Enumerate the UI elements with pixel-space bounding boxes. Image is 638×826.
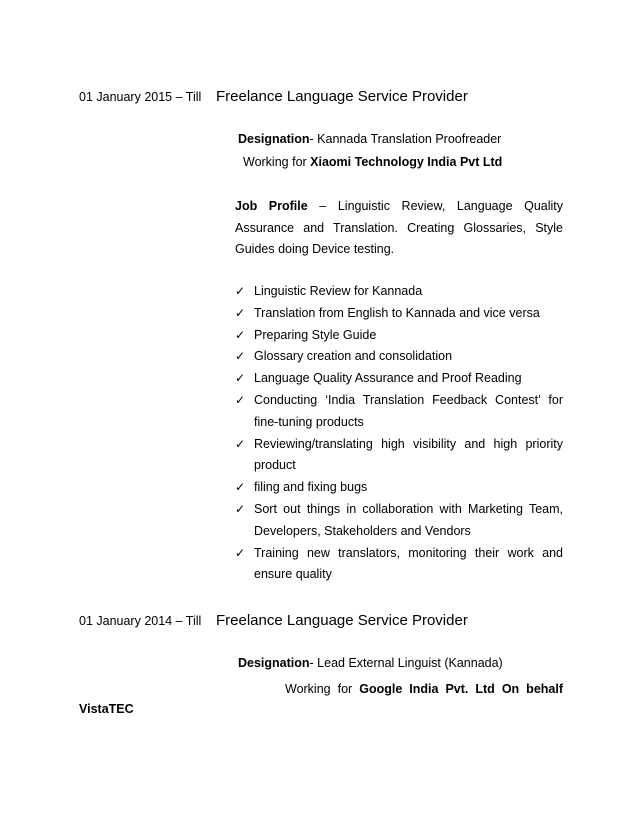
entry-2-date: 01 January 2014 – Till	[79, 614, 202, 628]
job-profile-line-2: Assurance and Translation. Creating Glossaries, Style	[235, 220, 563, 235]
list-item: ✓ Preparing Style Guide	[235, 325, 563, 347]
company-name-continued: VistaTEC	[79, 702, 134, 716]
checkmark-icon: ✓	[235, 392, 246, 407]
checkmark-icon: ✓	[235, 501, 246, 516]
list-item: ✓ Linguistic Review for Kannada	[235, 281, 563, 303]
entry-1-role: Freelance Language Service Provider	[216, 88, 468, 105]
company-name: Xiaomi Technology India Pvt Ltd	[310, 155, 503, 169]
list-item: ✓ Reviewing/translating high visibility and high priority product	[235, 434, 563, 478]
checkmark-icon: ✓	[235, 327, 246, 342]
job-profile	[235, 196, 563, 261]
checkmark-icon: ✓	[235, 436, 246, 451]
entry-1-designation	[238, 132, 501, 146]
designation-label: Designation	[238, 132, 310, 146]
checkmark-icon: ✓	[235, 349, 246, 364]
designation-value: - Lead External Linguist (Kannada)	[309, 656, 503, 670]
list-item: ✓ Sort out things in collaboration with Marketing Team, Developers, Stakeholders and Vendors	[235, 499, 563, 543]
designation-label: Designation	[238, 656, 310, 670]
list-item: ✓ filing and fixing bugs	[235, 477, 563, 499]
checkmark-icon: ✓	[235, 545, 246, 560]
job-profile-line-1: Job Profile – Linguistic Review, Language Quality	[235, 199, 564, 213]
job-profile-line-3: Guides doing Device testing.	[235, 242, 395, 256]
working-for-prefix: Working for	[243, 155, 311, 169]
list-item: ✓ Glossary creation and consolidation	[235, 346, 563, 368]
designation-value: - Kannada Translation Proofreader	[309, 132, 502, 146]
entry-2-role: Freelance Language Service Provider	[216, 612, 468, 629]
checkmark-icon: ✓	[235, 371, 246, 386]
job-profile-label: Job Profile	[235, 199, 308, 213]
entry-1-date: 01 January 2015 – Till	[79, 90, 202, 104]
checkmark-icon: ✓	[235, 284, 246, 298]
entry-2-working-for	[285, 679, 563, 701]
company-name: Google India Pvt. Ltd On behalf	[359, 682, 563, 696]
list-item: ✓ Translation from English to Kannada and vice versa	[235, 303, 563, 325]
checkmark-icon: ✓	[235, 480, 246, 495]
working-for-prefix: Working for	[285, 682, 360, 696]
list-item: ✓ Conducting ‘India Translation Feedback Contest’ for fine-tuning products	[235, 390, 563, 434]
responsibilities-list	[235, 281, 563, 586]
list-item: ✓ Training new translators, monitoring their work and ensure quality	[235, 543, 563, 587]
entry-1-working-for	[243, 155, 502, 169]
checkmark-icon: ✓	[235, 305, 246, 320]
entry-2-designation	[238, 656, 503, 670]
list-item: ✓ Language Quality Assurance and Proof Reading	[235, 368, 563, 390]
